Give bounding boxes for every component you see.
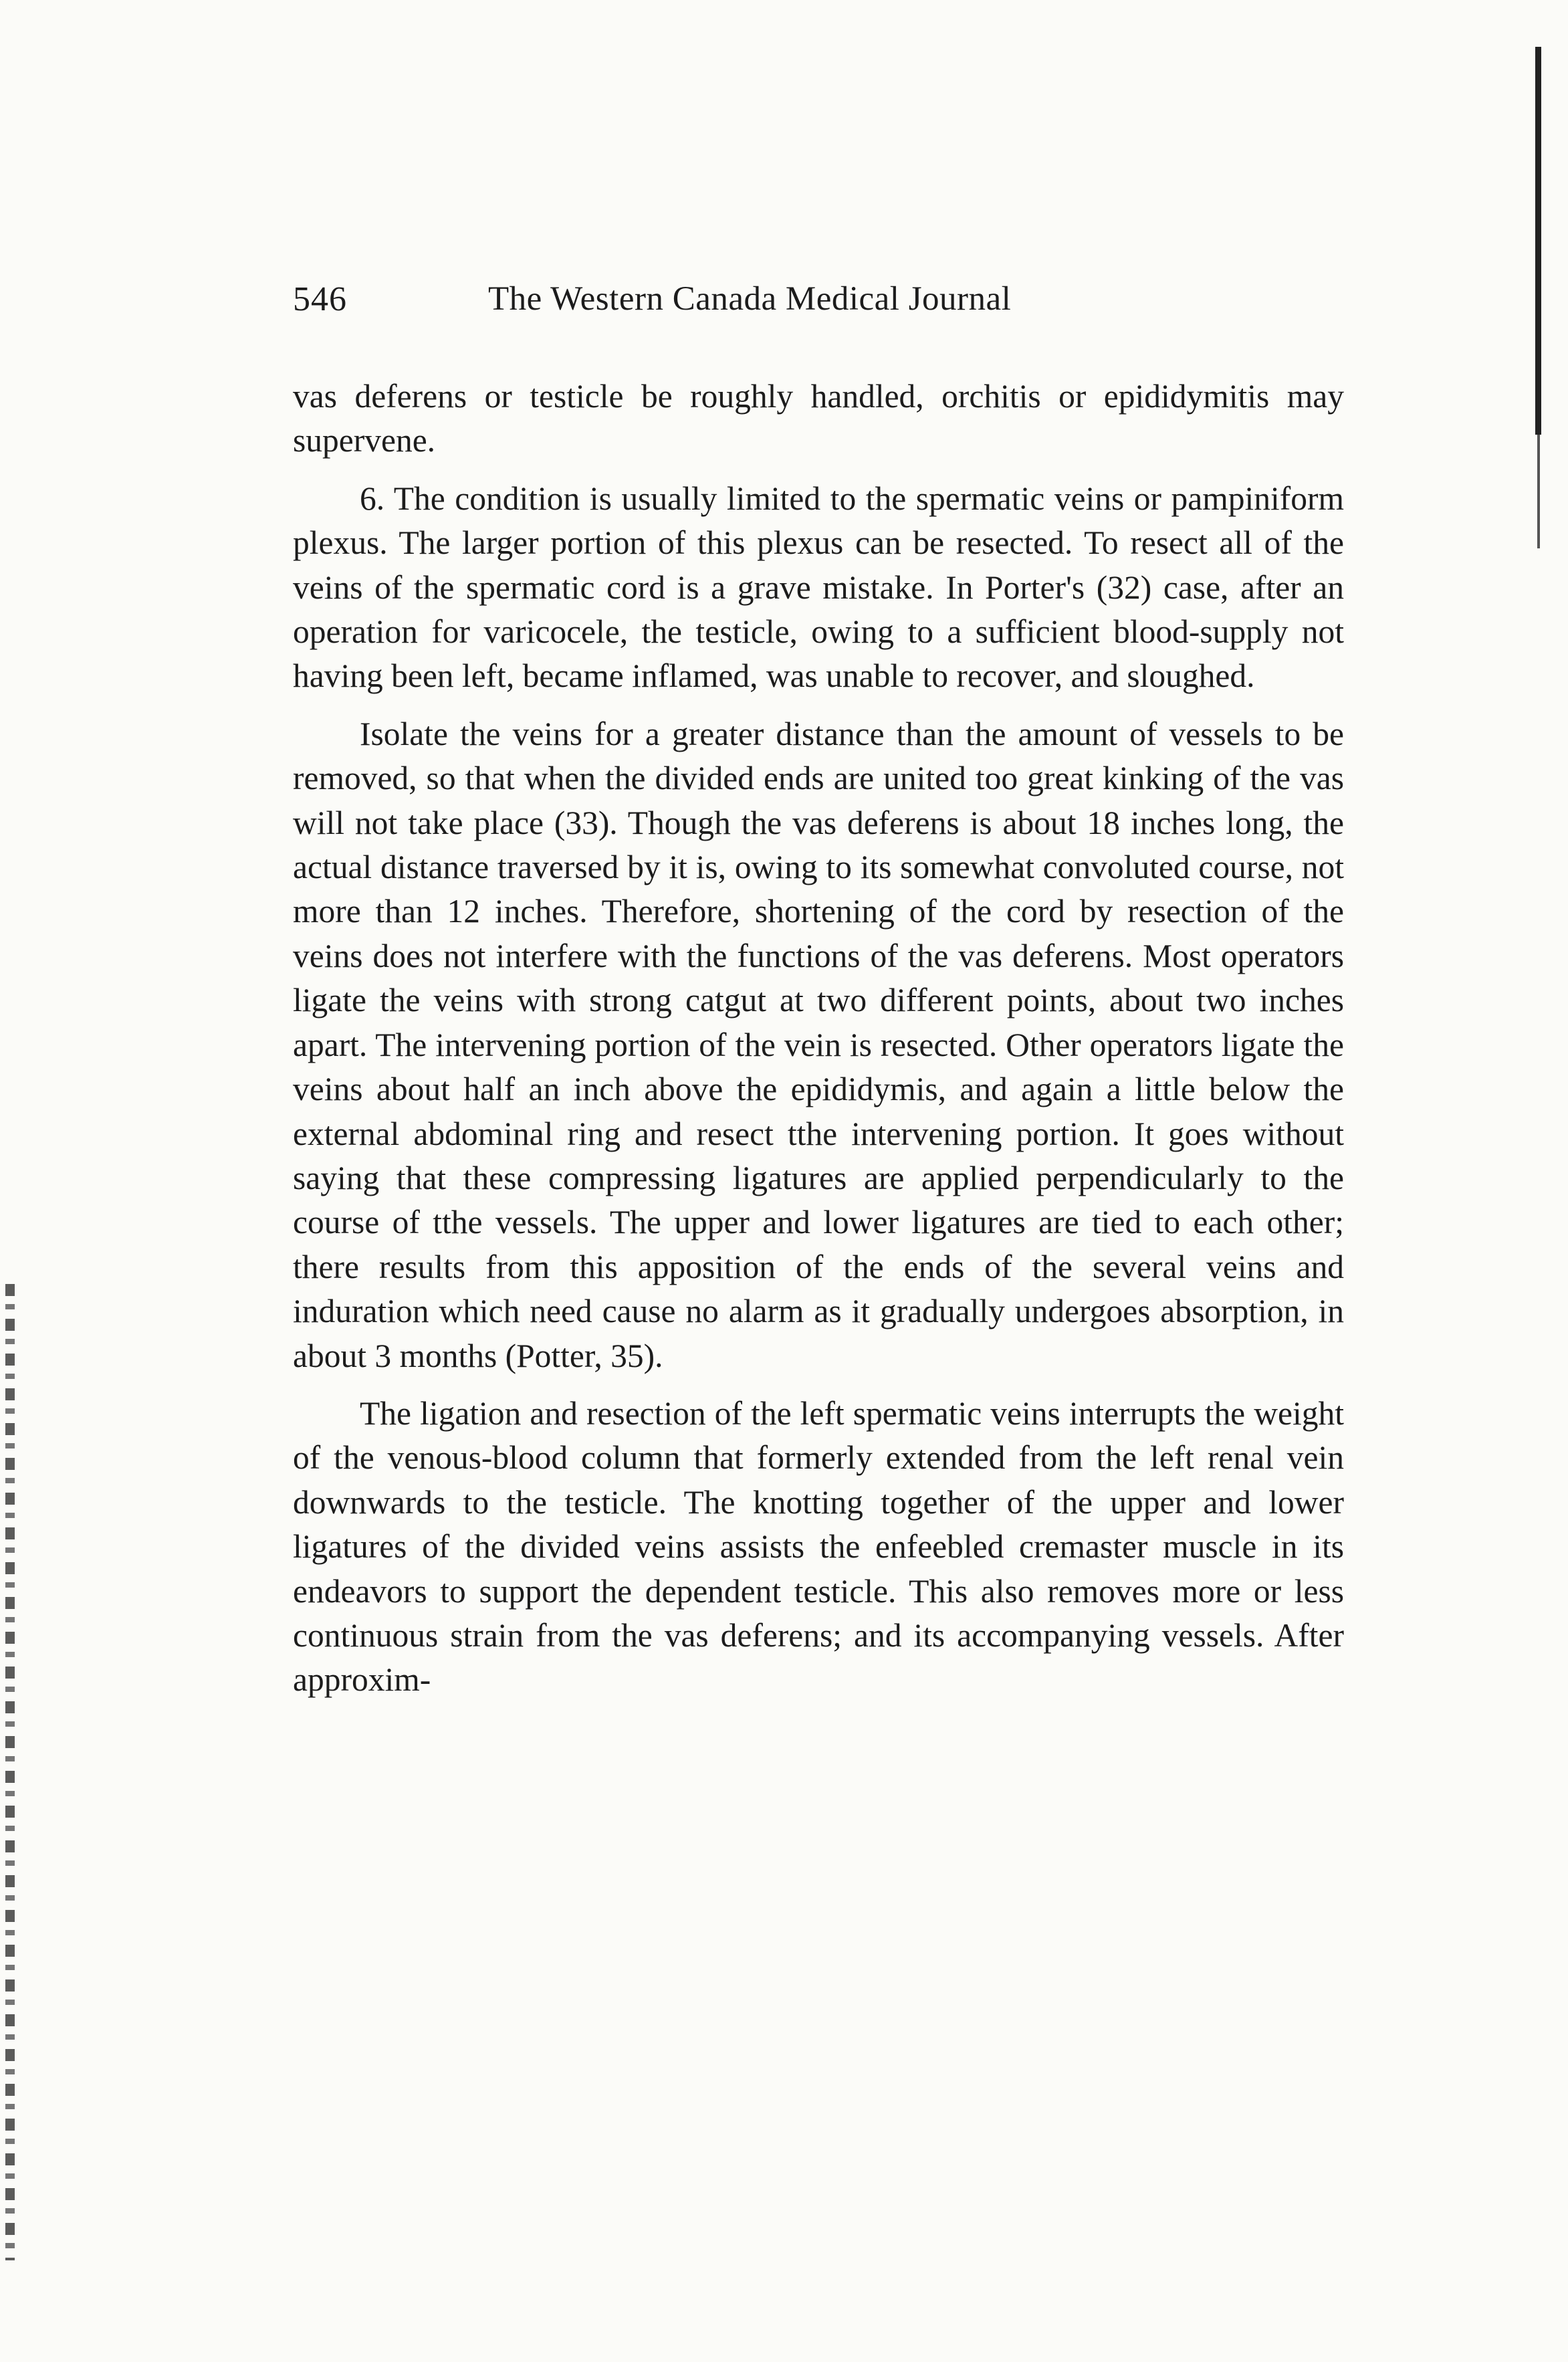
running-title: The Western Canada Medical Journal: [488, 280, 1012, 318]
page-number: 546: [293, 280, 347, 318]
scan-edge-mark: [1535, 47, 1541, 435]
article-body: [293, 374, 1344, 1703]
scan-edge-mark-lower: [1537, 435, 1540, 548]
paragraph-isolate-veins: Isolate the veins for a greater distance than the amount of vessels to be removed, so that when the divided ends are united too great kinking of the vas will not take place (33). Though the vas deferens is about 18 inches long, the actual distance traversed by it is, owing to its somewhat convoluted course, not more than 12 inches. Therefore, shortening of the cord by resection of the veins does not interfere with the functions of the vas deferens. Most operators ligate the veins with strong catgut at two different points, about two inches apart. The intervening portion of the vein is resected. Other operators ligate the veins about half an inch above the epididymis, and again a little below the external abdominal ring and resect tthe intervening portion. It goes without saying that these compressing ligatures are applied perpendicularly to the course of tthe vessels. The upper and lower ligatures are tied to each other; there results from this apposition of the ends of the several veins and induration which need cause no alarm as it gradually undergoes absorption, in about 3 months (Potter, 35).: [293, 715, 1344, 1374]
paragraph-ligation-resection: The ligation and resection of the left spermatic veins interrupts the weight of the venous-blood column that formerly extended from the left renal vein downwards to the testicle. The knotting together of the upper and lower ligatures of the divided veins assists the enfeebled cremaster muscle in its endeavors to support the dependent testicle. This also removes more or less continuous strain from the vas deferens; and its accompanying vessels. After approxim-: [293, 1394, 1344, 1699]
scan-left-margin-artifact: [5, 1284, 15, 2260]
paragraph-continuation: vas deferens or testicle be roughly handled, orchitis or epididymitis may supervene.: [293, 378, 1344, 459]
paragraph-point-6: 6. The condition is usually limited to the spermatic veins or pampiniform plexus. The larger portion of this plexus can be resected. To resect all of the veins of the spermatic cord is a grave mistake. In Porter's (32) case, after an operation for varicocele, the testicle, owing to a sufficient blood-supply not having been left, became inflamed, was unable to recover, and sloughed.: [293, 479, 1344, 695]
page-header: [293, 280, 1189, 340]
